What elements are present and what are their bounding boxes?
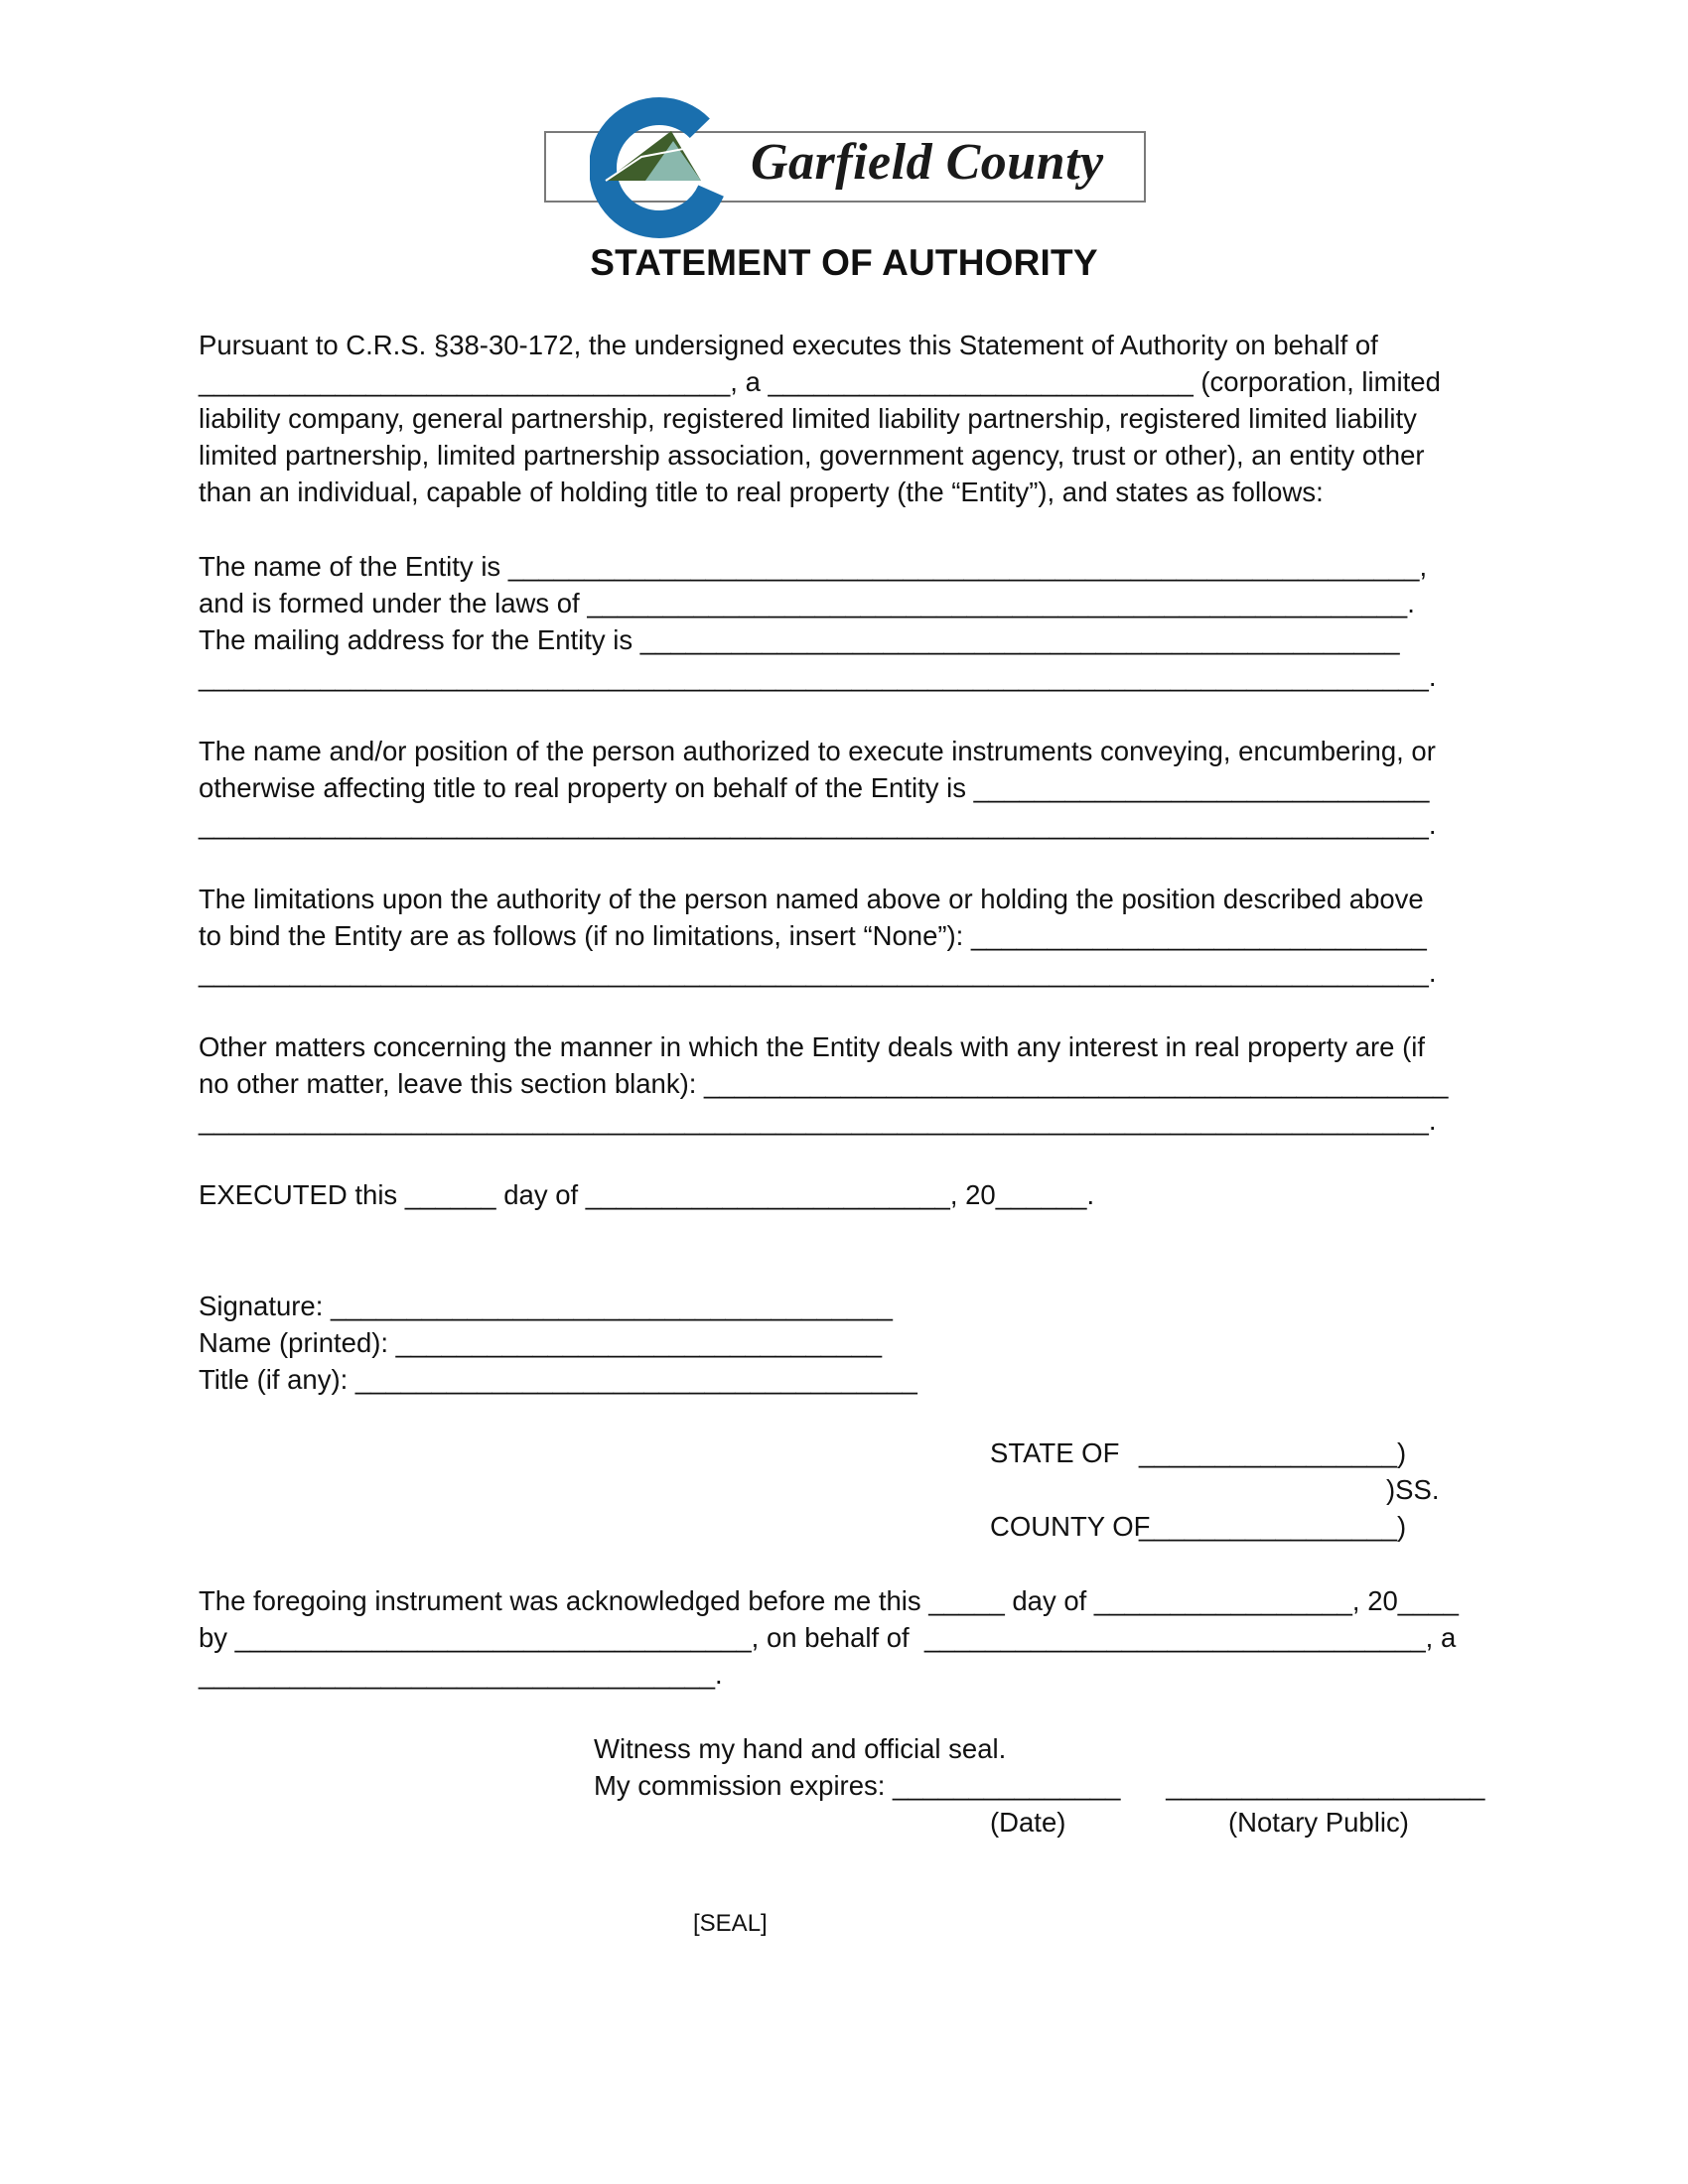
date-caption: (Date) <box>990 1807 1066 1838</box>
authorized-person-line-1: The name and/or position of the person authorized to execute instruments conveying, encumbering, or <box>199 736 1436 766</box>
notary-public-caption: (Notary Public) <box>1228 1807 1409 1838</box>
authorized-person-line-2: otherwise affecting title to real property on behalf of the Entity is ______________________________ <box>199 772 1430 803</box>
page-title: STATEMENT OF AUTHORITY <box>590 242 1098 283</box>
intro-line-5: than an individual, capable of holding title to real property (the “Entity”), and states as follows: <box>199 477 1324 507</box>
title-line: Title (if any): _____________________________________ <box>199 1364 917 1395</box>
other-matters-line-3: _________________________________________________________________________________. <box>199 1105 1437 1136</box>
county-logo <box>544 97 1152 238</box>
seal-placeholder: [SEAL] <box>693 1910 768 1937</box>
ss-mark: )SS. <box>1386 1474 1440 1505</box>
intro-line-2: ___________________________________, a ____________________________ (corporation, limited <box>199 366 1441 397</box>
limitations-line-2: to bind the Entity are as follows (if no limitations, insert “None”): ______________________________ <box>199 920 1427 951</box>
entity-address-line-2: _________________________________________________________________________________. <box>199 661 1437 692</box>
state-of-blank: _________________) <box>1139 1437 1407 1468</box>
acknowledgment-line-1: The foregoing instrument was acknowledged before me this _____ day of _________________, 20____ <box>199 1585 1459 1616</box>
entity-name-line: The name of the Entity is ____________________________________________________________, <box>199 551 1428 582</box>
authorized-person-line-3: _________________________________________________________________________________. <box>199 809 1437 840</box>
limitations-line-3: _________________________________________________________________________________. <box>199 957 1437 988</box>
witness-line: Witness my hand and official seal. <box>594 1733 1007 1764</box>
other-matters-line-1: Other matters concerning the manner in which the Entity deals with any interest in real property are (if <box>199 1031 1426 1062</box>
commission-expires-line: My commission expires: _______________ _____________________ <box>594 1770 1485 1801</box>
county-of-label: COUNTY OF <box>990 1511 1151 1542</box>
executed-date-line: EXECUTED this ______ day of ________________________, 20______. <box>199 1179 1095 1210</box>
intro-line-4: limited partnership, limited partnership association, government agency, trust or other), an entity other <box>199 440 1425 471</box>
other-matters-line-2: no other matter, leave this section blank): _________________________________________________ <box>199 1068 1449 1099</box>
printed-name-line: Name (printed): ________________________________ <box>199 1327 883 1358</box>
county-emblem-icon <box>590 97 729 238</box>
state-of-label: STATE OF <box>990 1437 1120 1468</box>
county-of-blank: _________________) <box>1139 1511 1407 1542</box>
entity-address-line: The mailing address for the Entity is __________________________________________________ <box>199 624 1400 655</box>
limitations-line-1: The limitations upon the authority of the person named above or holding the position described above <box>199 884 1424 914</box>
entity-laws-line: and is formed under the laws of ______________________________________________________. <box>199 588 1415 618</box>
intro-line-1: Pursuant to C.R.S. §38-30-172, the undersigned executes this Statement of Authority on behalf of <box>199 330 1378 360</box>
logo-wordmark: Garfield County <box>751 134 1104 191</box>
intro-line-3: liability company, general partnership, registered limited liability partnership, registered limited liability <box>199 403 1417 434</box>
signature-line: Signature: _____________________________________ <box>199 1291 893 1321</box>
acknowledgment-line-2: by __________________________________, on behalf of _________________________________, a <box>199 1622 1457 1653</box>
acknowledgment-line-3: __________________________________. <box>199 1659 723 1690</box>
